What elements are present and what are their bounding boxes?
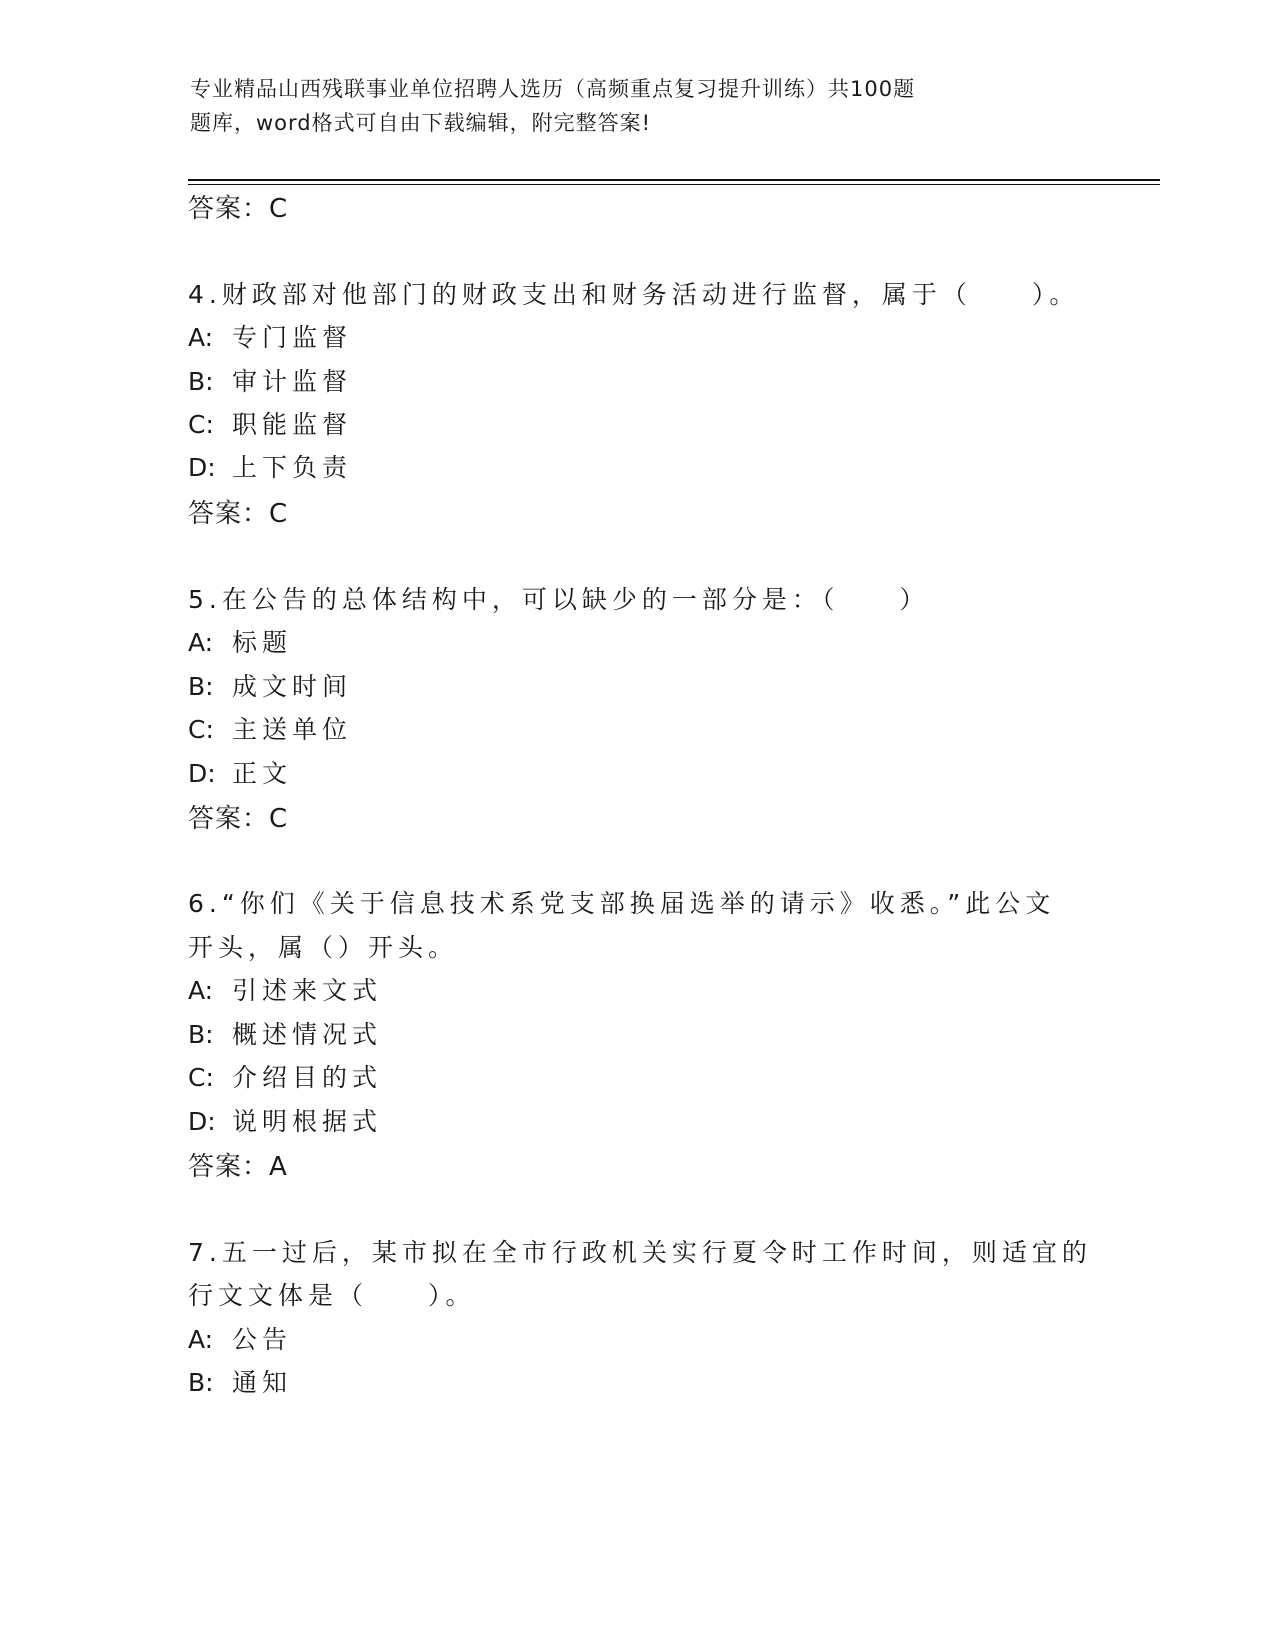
option-label: D: bbox=[188, 759, 216, 788]
document-header bbox=[190, 72, 1010, 140]
option-text: 上下负责 bbox=[232, 453, 353, 482]
question-7-stem-line-2: 行文文体是（ ）。 bbox=[188, 1281, 476, 1310]
question-4-stem: 4.财政部对他部门的财政支出和财务活动进行监督，属于（ ）。 bbox=[188, 280, 1080, 309]
option-text: 引述来文式 bbox=[232, 976, 383, 1005]
question-6-option-b bbox=[188, 1015, 382, 1051]
question-4-option-d bbox=[188, 448, 352, 484]
option-label: A: bbox=[188, 628, 214, 657]
question-6-option-d bbox=[188, 1102, 382, 1138]
question-6-option-a bbox=[188, 971, 382, 1007]
question-5-option-a bbox=[188, 623, 292, 659]
option-label: B: bbox=[188, 1368, 214, 1397]
option-label: C: bbox=[188, 410, 214, 439]
option-text: 专门监督 bbox=[232, 323, 353, 352]
option-text: 成文时间 bbox=[232, 672, 353, 701]
option-label: A: bbox=[188, 976, 214, 1005]
question-5-answer: 答案：C bbox=[188, 804, 289, 834]
option-text: 正文 bbox=[232, 759, 293, 788]
question-7-option-a bbox=[188, 1320, 292, 1356]
previous-answer: 答案：C bbox=[188, 194, 289, 224]
question-4-option-a bbox=[188, 318, 352, 354]
option-label: A: bbox=[188, 1325, 214, 1354]
header-line-2: 题库，word格式可自由下载编辑，附完整答案! bbox=[190, 111, 652, 135]
option-label: D: bbox=[188, 1107, 216, 1136]
question-4-option-c bbox=[188, 405, 352, 441]
question-7-option-b bbox=[188, 1363, 292, 1399]
question-5-option-b bbox=[188, 667, 352, 703]
question-7-stem-line-1: 7.五一过后，某市拟在全市行政机关实行夏令时工作时间，则适宜的 bbox=[188, 1238, 1092, 1267]
header-divider-thin bbox=[188, 184, 1160, 185]
option-text: 主送单位 bbox=[232, 715, 353, 744]
question-5-option-c bbox=[188, 710, 352, 746]
question-4-answer: 答案：C bbox=[188, 499, 289, 529]
header-divider-thick bbox=[188, 179, 1160, 181]
question-4-option-b bbox=[188, 362, 352, 398]
question-6-answer: 答案：A bbox=[188, 1152, 288, 1182]
option-label: A: bbox=[188, 323, 214, 352]
option-label: B: bbox=[188, 1020, 214, 1049]
option-label: B: bbox=[188, 672, 214, 701]
option-label: C: bbox=[188, 1063, 214, 1092]
option-text: 审计监督 bbox=[232, 367, 353, 396]
option-label: B: bbox=[188, 367, 214, 396]
header-line-1: 专业精品山西残联事业单位招聘人选历（高频重点复习提升训练）共100题 bbox=[190, 77, 916, 101]
question-5-stem: 5.在公告的总体结构中，可以缺少的一部分是：（ ） bbox=[188, 585, 930, 614]
question-5-option-d bbox=[188, 754, 292, 790]
question-6-stem-line-1: 6.“你们《关于信息技术系党支部换届选举的请示》收悉。”此公文 bbox=[188, 889, 1056, 918]
question-6-option-c bbox=[188, 1058, 382, 1094]
option-text: 标题 bbox=[232, 628, 293, 657]
option-text: 职能监督 bbox=[232, 410, 353, 439]
question-6-stem-line-2: 开头，属（）开头。 bbox=[188, 933, 459, 962]
option-text: 概述情况式 bbox=[232, 1020, 383, 1049]
option-text: 介绍目的式 bbox=[232, 1063, 383, 1092]
option-text: 公告 bbox=[232, 1325, 293, 1354]
option-label: C: bbox=[188, 715, 214, 744]
option-text: 说明根据式 bbox=[232, 1107, 383, 1136]
option-label: D: bbox=[188, 453, 216, 482]
option-text: 通知 bbox=[232, 1368, 293, 1397]
